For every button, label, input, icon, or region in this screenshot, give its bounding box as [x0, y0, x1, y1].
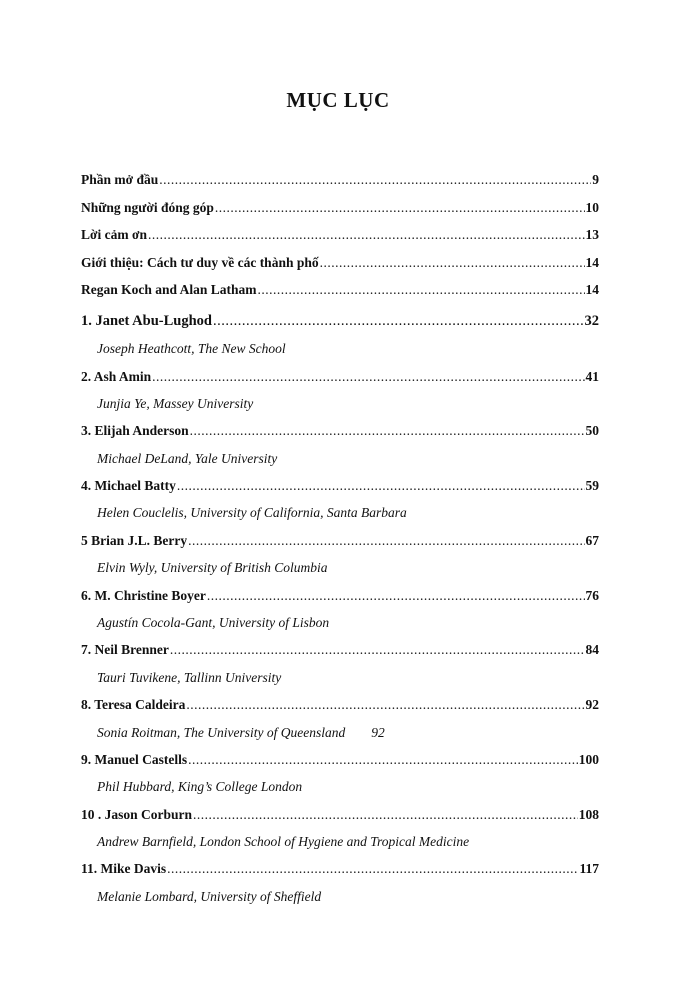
chapter-label: 4. Michael Batty	[81, 478, 176, 493]
toc-chapter-6	[81, 588, 599, 604]
toc-chapter-7	[81, 642, 599, 658]
chapter-label: 11. Mike Davis	[81, 861, 167, 876]
chapter-page: 84	[585, 642, 599, 657]
dot-leader	[186, 697, 584, 713]
toc-entry-label: Lời cảm ơn	[81, 227, 147, 242]
chapter-page: 32	[584, 313, 599, 329]
chapter-author-7	[97, 670, 281, 686]
chapter-author-11	[97, 889, 321, 905]
chapter-page: 50	[585, 423, 599, 438]
chapter-page: 117	[579, 861, 599, 876]
chapter-label: 8. Teresa Caldeira	[81, 697, 186, 712]
dot-leader	[188, 752, 578, 768]
dot-leader	[152, 369, 584, 385]
toc-entry-page: 9	[592, 172, 599, 187]
chapter-author-5	[97, 560, 327, 576]
chapter-author-8	[97, 725, 385, 741]
dot-leader	[320, 255, 585, 271]
chapter-label: 9. Manuel Castells	[81, 752, 188, 767]
chapter-label: 3. Elijah Anderson	[81, 423, 189, 438]
dot-leader	[190, 423, 585, 439]
chapter-label: 7. Neil Brenner	[81, 642, 169, 657]
page-title: MỤC LỤC	[286, 88, 390, 112]
toc-entry-page: 14	[585, 255, 599, 270]
author-text: Agustín Cocola-Gant, University of Lisbon	[97, 615, 330, 630]
toc-entry-preface	[81, 172, 599, 188]
toc-entry-page: 13	[585, 227, 599, 242]
chapter-page: 100	[578, 752, 599, 767]
toc-chapter-4	[81, 478, 599, 494]
author-text: Junjia Ye, Massey University	[97, 396, 254, 411]
dot-leader	[170, 642, 585, 658]
chapter-author-10	[97, 834, 469, 850]
dot-leader	[215, 200, 585, 216]
author-text: Elvin Wyly, University of British Columbia	[97, 560, 328, 575]
chapter-page: 59	[585, 478, 599, 493]
toc-chapter-9	[81, 752, 599, 768]
chapter-page: 76	[585, 588, 599, 603]
dot-leader	[177, 478, 585, 494]
toc-entry-intro-authors	[81, 282, 599, 298]
author-text: Tauri Tuvikene, Tallinn University	[97, 670, 282, 685]
author-text: Joseph Heathcott, The New School	[97, 341, 286, 356]
toc-entry-introduction	[81, 255, 599, 271]
chapter-page: 67	[585, 533, 599, 548]
chapter-label: 2. Ash Amin	[81, 369, 152, 384]
chapter-author-2	[97, 396, 253, 412]
author-page: 92	[371, 725, 385, 740]
dot-leader	[167, 861, 578, 877]
toc-entry-page: 10	[585, 200, 599, 215]
chapter-label: 6. M. Christine Boyer	[81, 588, 206, 603]
toc-chapter-5	[81, 533, 599, 549]
author-text: Melanie Lombard, University of Sheffield	[97, 889, 322, 904]
toc-entry-acknowledgements	[81, 227, 599, 243]
author-text: Sonia Roitman, The University of Queensland	[97, 725, 346, 740]
toc-chapter-8	[81, 697, 599, 713]
toc-chapter-2	[81, 369, 599, 385]
chapter-label: 1. Janet Abu-Lughod	[81, 313, 212, 329]
dot-leader	[207, 588, 585, 604]
dot-leader	[148, 227, 585, 243]
chapter-label: 10 . Jason Corburn	[81, 807, 193, 822]
toc-chapter-1	[81, 313, 599, 330]
chapter-author-6	[97, 615, 329, 631]
toc-entry-contributors	[81, 200, 599, 216]
dot-leader	[213, 313, 584, 330]
dot-leader	[159, 172, 591, 188]
chapter-author-4	[97, 505, 407, 521]
chapter-author-3	[97, 451, 277, 467]
toc-entry-label: Phần mở đầu	[81, 172, 159, 187]
chapter-author-9	[97, 779, 302, 795]
dot-leader	[258, 282, 585, 298]
chapter-page: 92	[585, 697, 599, 712]
toc-chapter-11	[81, 861, 599, 877]
author-text: Phil Hubbard, King’s College London	[97, 779, 303, 794]
toc-entry-label: Regan Koch and Alan Latham	[81, 282, 257, 297]
chapter-label: 5 Brian J.L. Berry	[81, 533, 188, 548]
author-text: Andrew Barnfield, London School of Hygiene and Tropical Medicine	[97, 834, 470, 849]
author-text: Michael DeLand, Yale University	[97, 451, 278, 466]
toc-entry-label: Giới thiệu: Cách tư duy về các thành phố	[81, 255, 319, 270]
author-text: Helen Couclelis, University of California, Santa Barbara	[97, 505, 407, 520]
dot-leader	[193, 807, 578, 823]
toc-entry-page: 14	[585, 282, 599, 297]
toc-chapter-10	[81, 807, 599, 823]
chapter-author-1	[97, 341, 286, 357]
toc-chapter-3	[81, 423, 599, 439]
dot-leader	[188, 533, 584, 549]
chapter-page: 108	[578, 807, 599, 822]
chapter-page: 41	[585, 369, 599, 384]
toc-entry-label: Những người đóng góp	[81, 200, 214, 215]
